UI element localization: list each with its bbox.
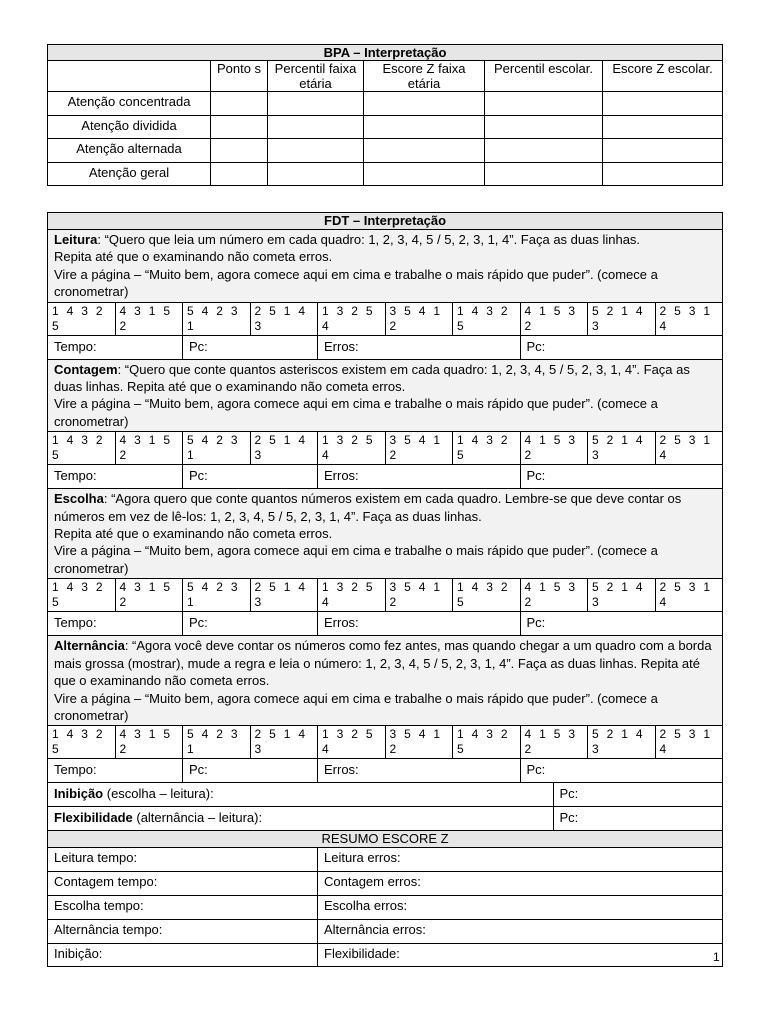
- bpa-header-blank: [48, 61, 211, 92]
- inibicao-field[interactable]: [48, 783, 554, 807]
- sequence-cell: 3 5 4 1 2: [385, 302, 453, 335]
- score-row: [48, 759, 723, 783]
- sequence-cell: 4 1 5 3 2: [520, 432, 588, 465]
- section-name: Alternância: [54, 638, 125, 654]
- bpa-header-percentil-faixa: Percentil faixa etária: [268, 61, 364, 92]
- sequence-cell: 1 4 3 2 5: [453, 432, 521, 465]
- tempo-field[interactable]: Tempo:: [48, 335, 183, 359]
- erros-field[interactable]: Erros:: [318, 465, 521, 489]
- resumo-row: [48, 872, 723, 896]
- pc-field[interactable]: Pc:: [520, 465, 723, 489]
- sequence-cell: 5 4 2 3 1: [183, 726, 251, 759]
- instruction-text: Vire a página – “Muito bem, agora comece aqui em cima e trabalhe o mais rápido que puder”. (comece a cronometrar): [54, 266, 658, 300]
- bpa-cell[interactable]: [603, 139, 723, 163]
- sequence-cell: 2 5 1 4 3: [250, 579, 318, 612]
- resumo-row: [48, 943, 723, 967]
- resumo-right-field[interactable]: Flexibilidade:: [318, 943, 723, 967]
- sequence-cell: 4 3 1 5 2: [115, 579, 183, 612]
- bpa-header-escore-faixa: Escore Z faixa etária: [364, 61, 485, 92]
- bpa-cell[interactable]: [603, 92, 723, 116]
- tempo-field[interactable]: Tempo:: [48, 465, 183, 489]
- bpa-cell[interactable]: [268, 92, 364, 116]
- instruction-line: [54, 231, 716, 248]
- sequence-cell: 1 4 3 2 5: [48, 432, 116, 465]
- fdt-instruction-row: [48, 489, 723, 579]
- bpa-row-label: Atenção concentrada: [48, 92, 211, 116]
- flexibilidade-desc: (alternância – leitura):: [132, 810, 263, 826]
- sequence-cell: 4 3 1 5 2: [115, 302, 183, 335]
- instruction-text: Vire a página – “Muito bem, agora comece aqui em cima e trabalhe o mais rápido que puder”. (comece a cronometrar): [54, 396, 658, 429]
- sequence-cell: 4 3 1 5 2: [115, 432, 183, 465]
- bpa-cell[interactable]: [364, 115, 485, 139]
- bpa-cell[interactable]: [268, 139, 364, 163]
- fdt-instruction: [48, 636, 723, 726]
- score-row: [48, 465, 723, 489]
- score-row: [48, 335, 723, 359]
- sequence-cell: 2 5 1 4 3: [250, 432, 318, 465]
- instruction-text: : “Agora você deve contar os números como fez antes, mas quando chegar a um quadro com a borda mais grossa (mostrar), mude a regra e leia o número: 1, 2, 3, 4, 5 / 5, 2, 3, 1, 4”. Faça as duas linhas. Repita até que o examinando não cometa erros.: [54, 638, 712, 689]
- sequence-cell: 5 4 2 3 1: [183, 432, 251, 465]
- fdt-instruction-row: [48, 636, 723, 726]
- sequence-cell: 2 5 1 4 3: [250, 302, 318, 335]
- inibicao-row: [48, 783, 723, 807]
- bpa-header-percentil-escolar: Percentil escolar.: [485, 61, 603, 92]
- bpa-cell[interactable]: [485, 162, 603, 186]
- sequence-cell: 4 3 1 5 2: [115, 726, 183, 759]
- sequence-cell: 1 3 2 5 4: [318, 726, 386, 759]
- resumo-right-field[interactable]: Alternância erros:: [318, 919, 723, 943]
- instruction-text: : “Quero que leia um número em cada quadro: 1, 2, 3, 4, 5 / 5, 2, 3, 1, 4”. Faça as duas linhas.: [97, 232, 641, 247]
- bpa-row: [48, 139, 723, 163]
- sequence-cell: 3 5 4 1 2: [385, 432, 453, 465]
- sequence-cell: 2 5 1 4 3: [250, 726, 318, 759]
- sequence-cell: 1 4 3 2 5: [453, 579, 521, 612]
- sequence-cell: 2 5 3 1 4: [655, 302, 723, 335]
- bpa-cell[interactable]: [364, 139, 485, 163]
- bpa-cell[interactable]: [485, 139, 603, 163]
- pc-field[interactable]: Pc:: [553, 783, 723, 807]
- sequence-cell: 4 1 5 3 2: [520, 579, 588, 612]
- resumo-row: [48, 895, 723, 919]
- pc-field[interactable]: Pc:: [183, 759, 318, 783]
- bpa-cell[interactable]: [364, 92, 485, 116]
- erros-field[interactable]: Erros:: [318, 335, 521, 359]
- sequence-cell: 1 4 3 2 5: [48, 579, 116, 612]
- instruction-text: : “Agora quero que conte quantos números existem em cada quadro. Lembre-se que deve contar os números em vez de lê-los: 1, 2, 3, 4, 5 / 5, 2, 3, 1, 4”. Faça as duas linhas.: [54, 491, 682, 524]
- sequence-cell: 2 5 3 1 4: [655, 432, 723, 465]
- fdt-instruction-row: [48, 230, 723, 303]
- bpa-cell[interactable]: [211, 162, 268, 186]
- flexibilidade-field[interactable]: [48, 807, 554, 831]
- resumo-title: RESUMO ESCORE Z: [48, 831, 723, 848]
- fdt-instruction: [48, 359, 723, 432]
- instruction-line: [54, 637, 716, 689]
- fdt-title: FDT – Interpretação: [48, 213, 723, 230]
- bpa-cell[interactable]: [603, 115, 723, 139]
- bpa-row: [48, 92, 723, 116]
- sequence-cell: 5 2 1 4 3: [588, 579, 656, 612]
- fdt-instruction: [48, 489, 723, 579]
- instruction-line: [54, 395, 716, 430]
- bpa-row-label: Atenção dividida: [48, 115, 211, 139]
- resumo-left-field[interactable]: Alternância tempo:: [48, 919, 318, 943]
- bpa-cell[interactable]: [211, 139, 268, 163]
- sequence-cell: 1 3 2 5 4: [318, 579, 386, 612]
- fdt-instruction-row: [48, 359, 723, 432]
- sequence-cell: 1 4 3 2 5: [48, 302, 116, 335]
- sequence-cell: 1 4 3 2 5: [453, 302, 521, 335]
- bpa-cell[interactable]: [268, 162, 364, 186]
- page-number: 1: [713, 950, 720, 964]
- fdt-table: [47, 212, 723, 967]
- bpa-row: [48, 115, 723, 139]
- sequence-cell: 1 4 3 2 5: [48, 726, 116, 759]
- tempo-field[interactable]: Tempo:: [48, 759, 183, 783]
- pc-field[interactable]: Pc:: [553, 807, 723, 831]
- pc-field[interactable]: Pc:: [183, 335, 318, 359]
- sequence-cell: 4 1 5 3 2: [520, 302, 588, 335]
- section-name: Contagem: [54, 361, 118, 377]
- sequence-cell: 2 5 3 1 4: [655, 726, 723, 759]
- instruction-line: [54, 361, 716, 396]
- tempo-field[interactable]: Tempo:: [48, 612, 183, 636]
- bpa-row-label: Atenção alternada: [48, 139, 211, 163]
- resumo-left-field[interactable]: Contagem tempo:: [48, 872, 318, 896]
- sequence-cell: 5 2 1 4 3: [588, 302, 656, 335]
- instruction-line: [54, 690, 716, 725]
- sequence-cell: 3 5 4 1 2: [385, 726, 453, 759]
- pc-field[interactable]: Pc:: [520, 612, 723, 636]
- resumo-right-field[interactable]: Contagem erros:: [318, 872, 723, 896]
- pc-field[interactable]: Pc:: [183, 465, 318, 489]
- inibicao-desc: (escolha – leitura):: [103, 786, 214, 802]
- pc-field[interactable]: Pc:: [183, 612, 318, 636]
- sequence-cell: 1 3 2 5 4: [318, 432, 386, 465]
- bpa-title: BPA – Interpretação: [48, 45, 723, 61]
- sequence-cell: 5 4 2 3 1: [183, 302, 251, 335]
- sequence-cell: 5 2 1 4 3: [588, 432, 656, 465]
- sequence-cell: 1 3 2 5 4: [318, 302, 386, 335]
- sequence-row: [48, 726, 723, 759]
- sequence-row: [48, 432, 723, 465]
- bpa-table: [47, 44, 723, 186]
- flexibilidade-name: Flexibilidade: [54, 810, 133, 826]
- inibicao-name: Inibição: [54, 786, 104, 802]
- sequence-cell: 5 4 2 3 1: [183, 579, 251, 612]
- flexibilidade-row: [48, 807, 723, 831]
- resumo-row: [48, 848, 723, 872]
- sequence-cell: 5 2 1 4 3: [588, 726, 656, 759]
- sequence-cell: 2 5 3 1 4: [655, 579, 723, 612]
- fdt-instruction: [48, 230, 723, 303]
- resumo-left-field[interactable]: Escolha tempo:: [48, 895, 318, 919]
- instruction-text: Vire a página – “Muito bem, agora comece aqui em cima e trabalhe o mais rápido que puder”. (comece a cronometrar): [54, 543, 658, 576]
- sequence-cell: 3 5 4 1 2: [385, 579, 453, 612]
- bpa-row: [48, 162, 723, 186]
- erros-field[interactable]: Erros:: [318, 612, 521, 636]
- bpa-cell[interactable]: [485, 115, 603, 139]
- instruction-line: [54, 525, 716, 542]
- sequence-cell: 4 1 5 3 2: [520, 726, 588, 759]
- resumo-title-row: [48, 831, 723, 848]
- bpa-cell[interactable]: [603, 162, 723, 186]
- resumo-left-field[interactable]: Leitura tempo:: [48, 848, 318, 872]
- bpa-cell[interactable]: [211, 92, 268, 116]
- instruction-line: [54, 542, 716, 577]
- resumo-right-field[interactable]: Escolha erros:: [318, 895, 723, 919]
- resumo-left-field[interactable]: Inibição:: [48, 943, 318, 967]
- sequence-row: [48, 579, 723, 612]
- erros-field[interactable]: Erros:: [318, 759, 521, 783]
- resumo-right-field[interactable]: Leitura erros:: [318, 848, 723, 872]
- bpa-cell[interactable]: [211, 115, 268, 139]
- pc-field[interactable]: Pc:: [520, 335, 723, 359]
- instruction-text: Repita até que o examinando não cometa erros.: [54, 526, 333, 542]
- bpa-row-label: Atenção geral: [48, 162, 211, 186]
- pc-field[interactable]: Pc:: [520, 759, 723, 783]
- instruction-line: [54, 248, 716, 265]
- instruction-line: [54, 266, 716, 301]
- instruction-text: Repita até que o examinando não cometa erros.: [54, 249, 333, 265]
- sequence-row: [48, 302, 723, 335]
- bpa-cell[interactable]: [364, 162, 485, 186]
- bpa-cell[interactable]: [485, 92, 603, 116]
- bpa-cell[interactable]: [268, 115, 364, 139]
- bpa-header-pontos: Ponto s: [211, 61, 268, 92]
- section-name: Leitura: [54, 232, 98, 247]
- section-name: Escolha: [54, 491, 104, 507]
- instruction-text: Vire a página – “Muito bem, agora comece aqui em cima e trabalhe o mais rápido que puder”. (comece a cronometrar): [54, 690, 658, 723]
- score-row: [48, 612, 723, 636]
- sequence-cell: 1 4 3 2 5: [453, 726, 521, 759]
- instruction-line: [54, 490, 716, 525]
- instruction-text: : “Quero que conte quantos asteriscos existem em cada quadro: 1, 2, 3, 4, 5 / 5, 2, 3, 1, 4”. Faça as duas linhas. Repita até que o examinando não cometa erros.: [54, 361, 690, 395]
- bpa-header-escore-escolar: Escore Z escolar.: [603, 61, 723, 92]
- resumo-row: [48, 919, 723, 943]
